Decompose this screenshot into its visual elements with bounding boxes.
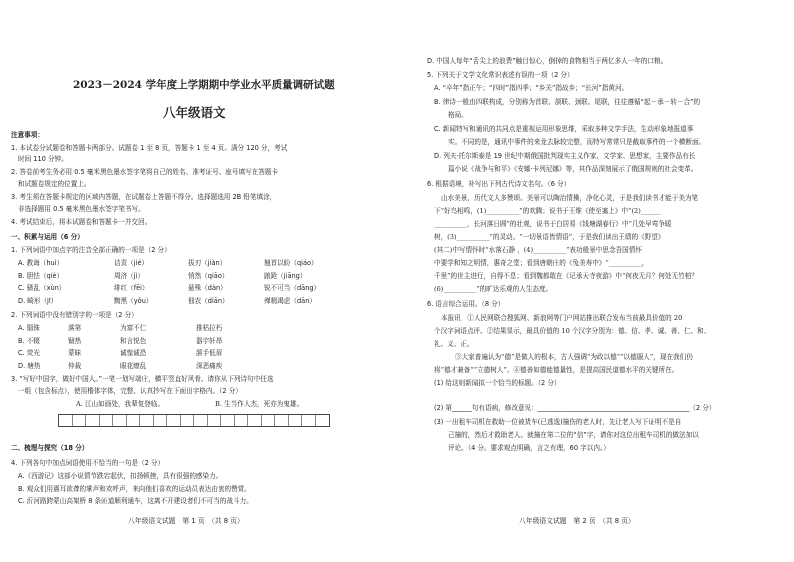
option-text: 落第 xyxy=(68,324,82,332)
note-line: 时间 110 分钟。 xyxy=(18,155,68,163)
option-text: B. 律诗一般由四联构成，分别称为首联、颔联、颈联、尾联，往往遵循“起－承－转－合”的 xyxy=(434,98,701,106)
option-text: 悬殊（dàn） xyxy=(188,284,227,292)
poem-passage-line: 下“好鸟相鸣，(1)__________”的欢腾；说书于王维《使至塞上》中“(2)______ xyxy=(434,207,661,215)
question-3: 3. “写好中国字，做好中国人。”一笔一划写端庄，横平竖直好风骨。请你从下列诗句中任选 xyxy=(11,375,274,383)
note-line: 4. 考试结束后，将本试题卷和答题卡一并交回。 xyxy=(11,218,152,226)
option-text: 周济（jì） xyxy=(114,271,145,280)
option-text: A. 锱铢 xyxy=(18,324,40,332)
option-text: 踉跄（jiāng） xyxy=(264,271,307,280)
question-3: 一组（包含标点），使用楷体字体，完整、认真抄写在下面田字格内。（2 分） xyxy=(18,387,242,395)
question-7-part-2: (2) 第______句有语病，修改意见：______________________________________________（2 分） xyxy=(434,404,716,412)
poem-passage-line: 树，(3)__________”的灵动。“一切景语皆情语”，于是我们读出王绩的《野望》 xyxy=(434,233,665,241)
handwriting-grid[interactable] xyxy=(58,414,330,427)
option-text: C. 沂河路跨蒙山高架桥 8 条匝道顺利通车，这离不开建设者们不可当的战斗力。 xyxy=(18,497,253,505)
option-text: B. 胆怯（qiè） xyxy=(18,271,64,280)
question-3-choice-b: B. 生当作人杰，死亦为鬼雄。 xyxy=(215,400,304,408)
option-text: 篇小说《战争与和平》《安娜·卡列尼娜》等，其作品深刻展示了俄国规则的社会变革。 xyxy=(448,165,698,173)
option-text: 锐不可当（dāng） xyxy=(264,284,321,292)
news-passage-line: 本报讯 ①人民网联合搜狐网、新浪网等门户网站推出联合发布当前最具价值的 20 xyxy=(441,314,683,322)
option-text: B. 不辍 xyxy=(18,336,40,345)
option-text: 为富不仁 xyxy=(120,324,147,332)
question-1: 1. 下列词语中加点字的注音全部正确的一项是（2 分） xyxy=(11,246,171,254)
option-text: 诘责（jié） xyxy=(114,259,149,267)
option-text: C. 荧光 xyxy=(18,349,40,357)
option-text: 仲裁 xyxy=(68,361,82,370)
note-line: 非选择题用 0.5 毫米黑色墨水签字笔书写。 xyxy=(18,205,145,213)
option-text: D. 列夫·托尔斯泰是 19 世纪中期俄国批判现实主义作家、文学家、思想家，主要作品有长 xyxy=(434,152,696,160)
option-text: 和言悦色 xyxy=(120,336,147,345)
option-text: 锢热 xyxy=(68,336,82,345)
question-6: 6. 根据语境，补写出下列古代诗文名句。（6 分） xyxy=(427,180,571,188)
note-line: 和试题卷规定的位置上。 xyxy=(18,180,91,188)
option-text: 深恶痛疾 xyxy=(196,361,223,370)
page-footer: 八年级语文试题 第 1 页 （共 8 页） xyxy=(128,517,244,525)
option-text: C. 新闻特写和通讯的共同点是重视运用形象思维，采取多种文学手法，生动形象地报道事 xyxy=(434,125,694,133)
option-text: D. 畸形（jī） xyxy=(18,296,58,305)
option-text: 悄然（qiāo） xyxy=(188,271,229,280)
news-passage-line: 礼、义、正。 xyxy=(434,340,474,348)
poem-passage-line: (6)__________”的旷达乐观的人生态度。 xyxy=(434,285,553,293)
poem-passage-line: (其二)中写情怀时“水落石静 ，(4)__________”表功般景中思念吾国情怀 xyxy=(434,246,642,254)
option-text: 诚惶诚恐 xyxy=(120,349,147,357)
notes-heading: 注意事项： xyxy=(11,131,44,139)
option-text: 黝黑（yǒu） xyxy=(114,296,153,305)
question-2-options xyxy=(18,324,286,370)
note-line: 1. 本试卷分试题卷和答题卡两部分。试题卷 1 至 8 页，答题卡 1 至 4 页。满分 120 分，考试 xyxy=(11,144,288,152)
question-7-part-3: 己撞的，然后才救助老人。就撞在第二位的“信”字，请你对这位出租车司机的做法加以 xyxy=(448,431,699,439)
option-text: 颔手低眉 xyxy=(196,349,223,357)
exam-title: 2023－2024 学年度上学期期中学业水平质量调研试题 xyxy=(73,79,335,91)
poem-passage-line: 千里”的世主进行，自得不息；看到魏都敢在《记承天寺夜游》中“何夜无月？何处无竹柏？ xyxy=(434,272,698,280)
section-heading: 二、梳理与探究（18 分） xyxy=(11,444,89,452)
question-7-part-1: (1) 给这则新闻拟一个恰当的标题。（2 分） xyxy=(434,379,561,387)
section-heading: 一、积累与运用（6 分） xyxy=(11,233,84,241)
option-text: B. 观众们用震耳欲聋的掌声和欢呼声，来向他们喜欢的运动员表达由衷的赞赏。 xyxy=(18,485,251,493)
option-text: 拔刃（jiàn） xyxy=(188,259,227,267)
option-text: D. 塘热 xyxy=(18,361,41,370)
option-text: 格局。 xyxy=(448,111,468,119)
question-5: 5. 下列关于文学文化常识表述有误的一项（2 分） xyxy=(427,71,574,79)
option-text: 蒙昧 xyxy=(68,349,82,357)
note-line: 3. 考生须在答题卡规定的区域内答题，在试题卷上答题不得分。选择题选用 2B 铅笔填涂， xyxy=(11,193,277,201)
exam-subject: 八年级语文 xyxy=(163,105,226,120)
option-text: 实。不同的是，通讯中事件的来龙去脉较完整，而特写常常只是截取事件的一个横断面。 xyxy=(448,138,706,146)
exam-page-2 xyxy=(397,0,794,562)
option-text: A.《西游记》这部小说情节跌宕起伏，扣扬顿挫，具有很强的感染力。 xyxy=(18,472,223,480)
news-passage-line: ③大家普遍认为“德”是做人的根本，古人强调“为政以德”“以德服人”，现在我们仍 xyxy=(455,353,693,361)
question-7-part-3: 评论。（4 分。要求观点明确，言之有理，60 字以内。） xyxy=(448,444,610,452)
option-text: A. 教诲（huì） xyxy=(18,259,64,267)
option-text: 器宇轩昂 xyxy=(196,336,223,345)
question-7-part-3: (3) 一出租车司机在救助一位被货车(已逃逸)撞伤的老人时，先让老人写下证明不是自 xyxy=(434,418,682,426)
news-passage-line: 将“德才兼备”“立德树人”。④德善如德能德量性，是提高国民道德水平的关键所在。 xyxy=(434,366,679,374)
question-2: 2. 下列词语中没有错别字的一项是（2 分） xyxy=(11,311,138,319)
question-1-options xyxy=(18,259,364,305)
option-text: 绯红（fēi） xyxy=(114,284,149,292)
option-text: A. “卒年”指正午；“四时”指四季；“乡关”指故乡；“长河”指黄河。 xyxy=(434,84,629,92)
news-passage-line: 个汉字词语点评。②结果显示，最具价值的 10 个汉字分别为：德、信、孝、诚、善、仁、和、 xyxy=(434,327,711,335)
question-4: 4. 下列各句中加点词语使用不恰当的一句是（2 分） xyxy=(11,459,165,467)
question-7: 6. 语言综合运用。（8 分） xyxy=(427,300,505,308)
option-text: C. 骚乱（xùn） xyxy=(18,284,66,292)
note-line: 2. 答卷前考生务必用 0.5 毫米黑色墨水签字笔将自己的姓名、准考证号、座号填写在答题卡 xyxy=(11,168,279,176)
page-footer: 八年级语文试题 第 2 页 （共 8 页） xyxy=(519,517,635,525)
question-3-choice-a: A. 江山如画处，我辈复登临。 xyxy=(76,400,165,408)
poem-passage-line: 中要学和知之明情，惠奇之堂；看到唐朝庄的《兔美寿中》“__________， xyxy=(434,259,649,267)
option-text: 推枯拉朽 xyxy=(196,324,223,332)
option-text: D. 中国人每年“舌尖上的浪费”触目惊心，倒掉的食物相当于两亿多人一年的口粮。 xyxy=(427,57,668,65)
option-text: 佃农（diān） xyxy=(188,296,229,305)
option-text: 眼花缭乱 xyxy=(120,361,147,370)
poem-passage-line: __________，长河落日圆”的壮观，说书于白居易《钱塘湖春行》中“几处早莺争暖 xyxy=(434,220,672,228)
option-text: 翘首以盼（qiáo） xyxy=(264,259,318,267)
option-text: 殚精竭虑（dān） xyxy=(264,296,316,305)
poem-passage-line: 山水美景，历代文人多赞颂。美景可以陶治情操，净化心灵，于是我们读书才能于美为笔 xyxy=(441,194,699,202)
